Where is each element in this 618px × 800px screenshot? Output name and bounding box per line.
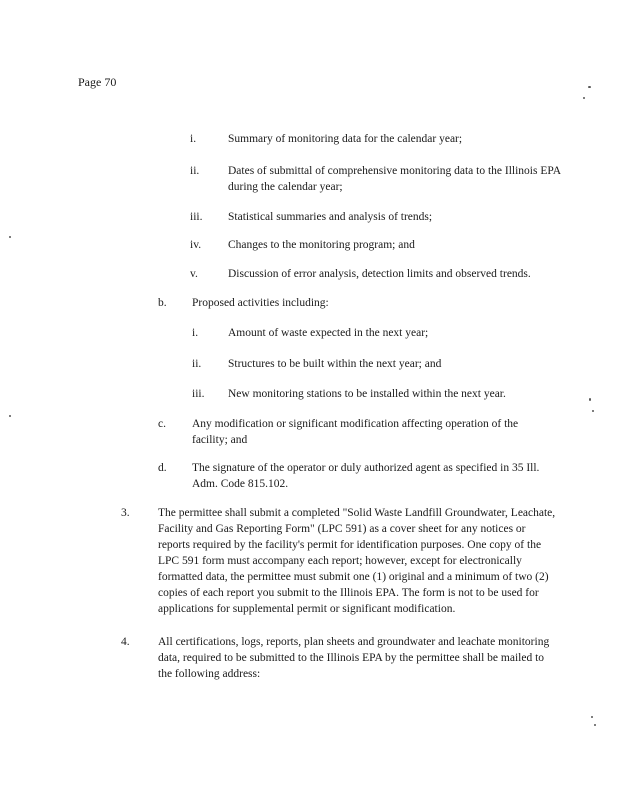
list-item-text: Any modification or significant modification affecting operation of the facility; and bbox=[192, 418, 519, 446]
list-item-text: Discussion of error analysis, detection limits and observed trends. bbox=[228, 268, 531, 280]
scan-speck bbox=[9, 415, 11, 417]
scan-speck bbox=[588, 86, 591, 88]
paragraph-text: All certifications, logs, reports, plan sheets and groundwater and leachate monitoring data, required to be submitted to the Illinois EPA by the permittee shall be mailed to the following address: bbox=[158, 636, 550, 680]
scan-speck bbox=[591, 716, 593, 718]
list-item-text: Changes to the monitoring program; and bbox=[228, 239, 415, 251]
list-marker: 4. bbox=[121, 636, 130, 648]
list-marker: ii. bbox=[190, 165, 200, 177]
list-marker: v. bbox=[190, 268, 198, 280]
list-item-text: Dates of submittal of comprehensive monitoring data to the Illinois EPA during the calendar year; bbox=[228, 165, 561, 193]
list-marker: i. bbox=[192, 327, 199, 339]
list-marker: iii. bbox=[190, 211, 203, 223]
list-item-text: Proposed activities including: bbox=[192, 297, 329, 309]
list-item-text: Statistical summaries and analysis of trends; bbox=[228, 211, 433, 223]
scan-speck bbox=[583, 97, 585, 99]
list-marker: d. bbox=[158, 462, 167, 474]
list-item-text: Summary of monitoring data for the calendar year; bbox=[228, 133, 463, 145]
list-item-text: The signature of the operator or duly authorized agent as specified in 35 Ill. Adm. Code 815.102. bbox=[192, 462, 540, 490]
list-marker: iii. bbox=[192, 388, 205, 400]
list-item-text: Amount of waste expected in the next year; bbox=[228, 327, 429, 339]
list-item-text: New monitoring stations to be installed within the next year. bbox=[228, 388, 506, 400]
scan-speck bbox=[9, 236, 11, 238]
paragraph-text: The permittee shall submit a completed "Solid Waste Landfill Groundwater, Leachate, Facility and Gas Reporting Form" (LPC 591) as a cover sheet for any notices or reports required by the facility's permit for identification purposes. One copy of the LPC 591 form must accompany each report; however, except for electronically formatted data, the permittee must submit one (1) original and a minimum of two (2) copies of each report you submit to the Illinois EPA. The form is not to be used for applications for supplemental permit or significant modification. bbox=[158, 507, 556, 615]
page-number: Page 70 bbox=[78, 75, 117, 89]
list-marker: b. bbox=[158, 297, 167, 309]
list-item-text: Structures to be built within the next year; and bbox=[228, 358, 442, 370]
list-marker: 3. bbox=[121, 507, 130, 519]
scan-speck bbox=[589, 398, 591, 401]
list-marker: ii. bbox=[192, 358, 202, 370]
scan-speck bbox=[592, 410, 594, 412]
list-marker: i. bbox=[190, 133, 197, 145]
list-marker: c. bbox=[158, 418, 166, 430]
scan-speck bbox=[594, 724, 596, 726]
list-marker: iv. bbox=[190, 239, 202, 251]
